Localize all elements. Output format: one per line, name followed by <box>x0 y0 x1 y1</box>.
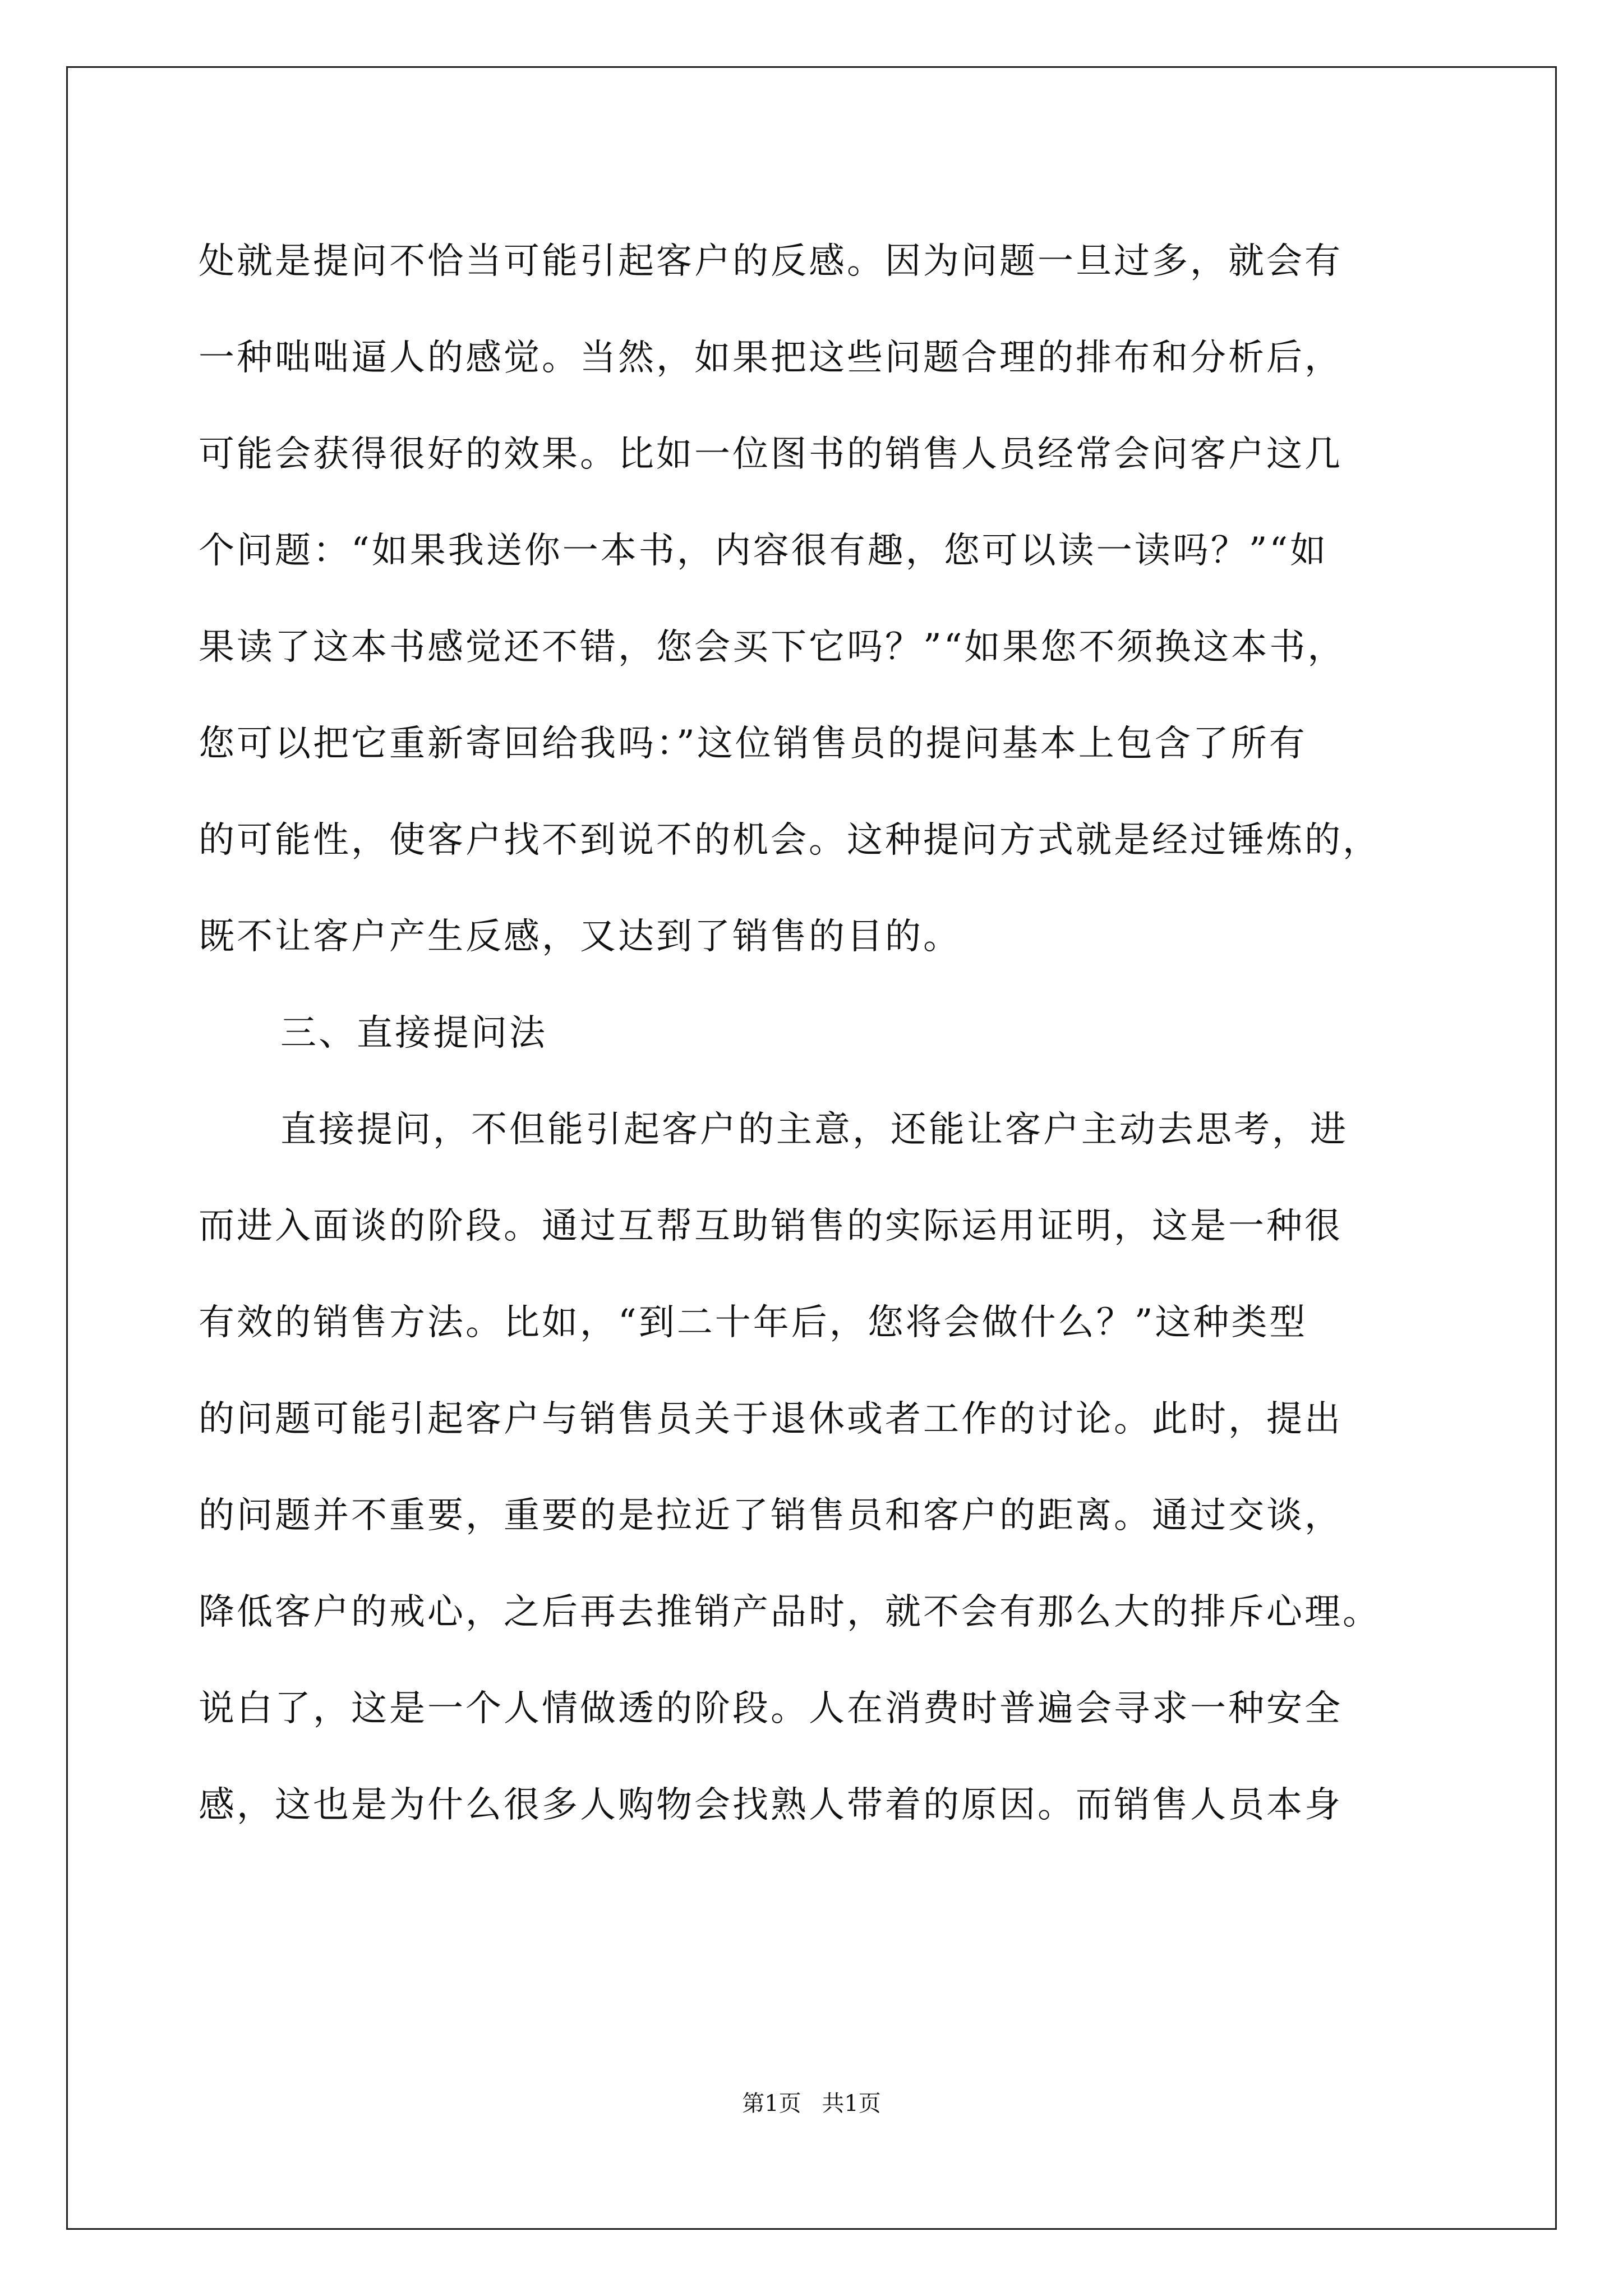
document-body <box>199 213 1432 1853</box>
text-line: 可能会获得很好的效果。比如一位图书的销售人员经常会问客户这几 <box>199 434 1343 475</box>
text-line: 的问题可能引起客户与销售员关于退休或者工作的讨论。此时，提出 <box>199 1398 1343 1440</box>
text-line: 既不让客户产生反感，又达到了销售的目的。 <box>199 916 961 958</box>
text-line: 而进入面谈的阶段。通过互帮互助销售的实际运用证明，这是一种很 <box>199 1205 1343 1247</box>
section-heading: 三、直接提问法 <box>280 1013 547 1054</box>
page-total: 共1页 <box>822 2091 881 2116</box>
page-number: 第1页 <box>742 2091 801 2116</box>
page-footer <box>0 2087 1623 2120</box>
text-line: 果读了这本书感觉还不错，您会买下它吗？”“如果您不须换这本书， <box>199 627 1346 668</box>
text-line: 处就是提问不恰当可能引起客户的反感。因为问题一旦过多，就会有 <box>199 241 1343 282</box>
text-line: 的问题并不重要，重要的是拉近了销售员和客户的距离。通过交谈， <box>199 1495 1343 1536</box>
text-line: 一种咄咄逼人的感觉。当然，如果把这些问题合理的排布和分析后， <box>199 337 1343 379</box>
text-line: 说白了，这是一个人情做透的阶段。人在消费时普遍会寻求一种安全 <box>199 1688 1343 1729</box>
text-line: 感，这也是为什么很多人购物会找熟人带着的原因。而销售人员本身 <box>199 1784 1343 1826</box>
text-line: 您可以把它重新寄回给我吗：”这位销售员的提问基本上包含了所有 <box>199 723 1307 765</box>
text-line: 降低客户的戒心，之后再去推销产品时，就不会有那么大的排斥心理。 <box>199 1591 1381 1633</box>
text-line: 的可能性，使客户找不到说不的机会。这种提问方式就是经过锤炼的， <box>199 820 1381 861</box>
text-line: 直接提问，不但能引起客户的主意，还能让客户主动去思考，进 <box>280 1109 1348 1151</box>
text-line: 有效的销售方法。比如，“到二十年后，您将会做什么？”这种类型 <box>199 1302 1308 1343</box>
text-line: 个问题：“如果我送你一本书，内容很有趣，您可以读一读吗？”“如 <box>199 530 1329 572</box>
